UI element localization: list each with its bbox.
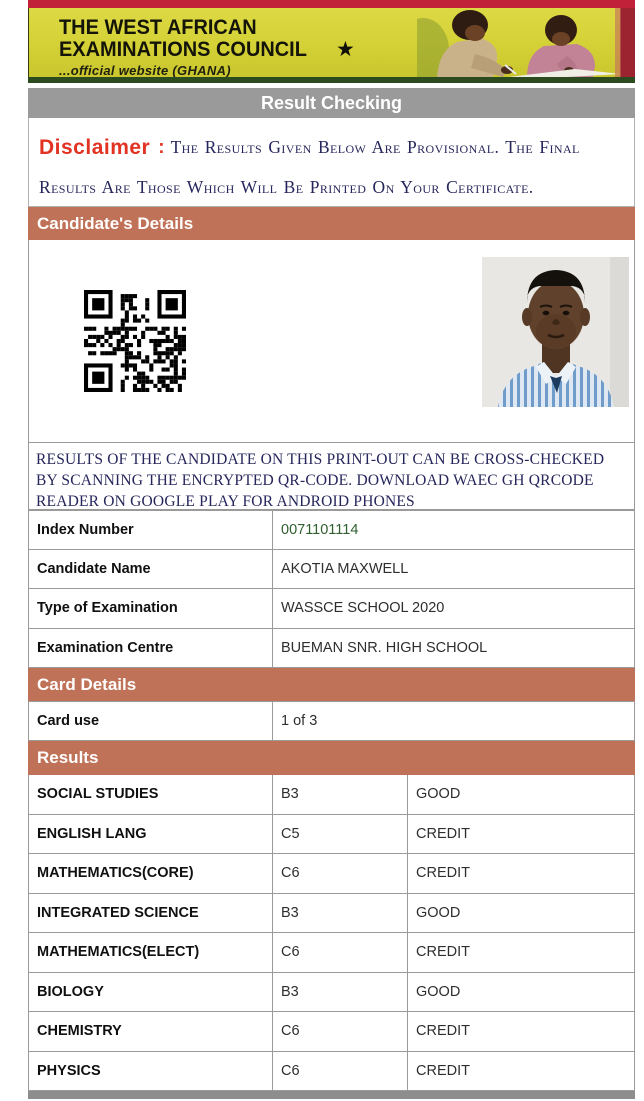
subject: INTEGRATED SCIENCE — [29, 894, 273, 933]
disclaimer-text: The Results Given Below Are Provisional. The Final Results Are Those Which Will Be Printed On Your Certificate. — [39, 137, 580, 197]
org-name-line2: EXAMINATIONS COUNCIL — [59, 38, 307, 61]
subject: PHYSICS — [29, 1052, 273, 1091]
interpretation: CREDIT — [416, 1062, 470, 1079]
grade: C6 — [273, 1052, 408, 1091]
grade: C6 — [273, 1012, 408, 1051]
row-label: Type of Examination — [29, 589, 273, 628]
page-title: Result Checking — [260, 93, 403, 113]
candidate-photo — [482, 257, 629, 407]
row-label: Card use — [29, 702, 273, 740]
subject: CHEMISTRY — [29, 1012, 273, 1051]
disclaimer-label: Disclaimer — [39, 136, 151, 159]
banner-green-strip — [28, 77, 635, 83]
result-row — [28, 933, 635, 973]
org-name-line1: THE WEST AFRICAN — [59, 16, 257, 39]
students-writing-image — [417, 8, 635, 77]
section-title: Results — [37, 748, 99, 767]
interpretation: CREDIT — [416, 1023, 470, 1040]
result-row — [28, 1012, 635, 1052]
result-row — [28, 1052, 635, 1092]
candidate-details-table — [28, 510, 635, 668]
table-row — [28, 701, 635, 741]
banner-body — [28, 8, 635, 77]
table-row — [28, 550, 635, 590]
candidate-media-box — [28, 240, 635, 443]
interpretation: GOOD — [416, 904, 461, 921]
row-label: Index Number — [29, 511, 273, 549]
interpretation: CREDIT — [416, 944, 470, 961]
grade: B3 — [273, 894, 408, 933]
row-value: WASSCE SCHOOL 2020 — [281, 600, 445, 617]
row-label: Candidate Name — [29, 550, 273, 589]
card-details-table — [28, 701, 635, 741]
grade: C6 — [273, 933, 408, 972]
banner-text — [59, 17, 355, 77]
section-header-results — [28, 741, 635, 775]
next-section-bar-partial — [28, 1091, 635, 1099]
disclaimer-colon: : — [158, 137, 165, 158]
subject: MATHEMATICS(ELECT) — [29, 933, 273, 972]
grade: B3 — [273, 973, 408, 1012]
waec-banner — [28, 0, 635, 83]
subject: MATHEMATICS(CORE) — [29, 854, 273, 893]
result-row — [28, 775, 635, 815]
section-header-candidate-details — [28, 207, 635, 240]
page — [28, 0, 635, 1099]
row-value: 1 of 3 — [281, 713, 318, 729]
subject: BIOLOGY — [29, 973, 273, 1012]
table-row — [28, 629, 635, 669]
result-row — [28, 854, 635, 894]
result-row — [28, 815, 635, 855]
section-title: Card Details — [37, 675, 137, 694]
interpretation: CREDIT — [416, 825, 470, 842]
qr-instruction-text: RESULTS OF THE CANDIDATE ON THIS PRINT-OUT CAN BE CROSS-CHECKED BY SCANNING THE ENCRYPTED QR-CODE. DOWNLOAD WAEC GH QRCODE READER ON GOOGLE PLAY FOR ANDROID PHONES — [28, 443, 635, 510]
page-title-bar — [28, 88, 635, 118]
banner-red-strip — [28, 0, 635, 8]
section-title: Candidate's Details — [37, 214, 194, 233]
star-icon: ★ — [335, 38, 355, 61]
row-value: AKOTIA MAXWELL — [281, 560, 409, 577]
interpretation: CREDIT — [416, 865, 470, 882]
subject: SOCIAL STUDIES — [29, 775, 273, 814]
section-header-card-details — [28, 668, 635, 701]
table-row — [28, 589, 635, 629]
subject: ENGLISH LANG — [29, 815, 273, 854]
index-number-value: 0071101114 — [281, 521, 359, 538]
table-row — [28, 510, 635, 550]
row-value: BUEMAN SNR. HIGH SCHOOL — [281, 639, 488, 656]
result-row — [28, 973, 635, 1013]
result-row — [28, 894, 635, 934]
official-website-tagline: ...official website (GHANA) — [59, 63, 231, 77]
interpretation: GOOD — [416, 786, 461, 803]
results-table — [28, 775, 635, 1091]
disclaimer-box — [28, 118, 635, 207]
grade: C6 — [273, 854, 408, 893]
interpretation: GOOD — [416, 983, 461, 1000]
row-label: Examination Centre — [29, 629, 273, 668]
grade: B3 — [273, 775, 408, 814]
grade: C5 — [273, 815, 408, 854]
qr-code — [84, 290, 186, 392]
